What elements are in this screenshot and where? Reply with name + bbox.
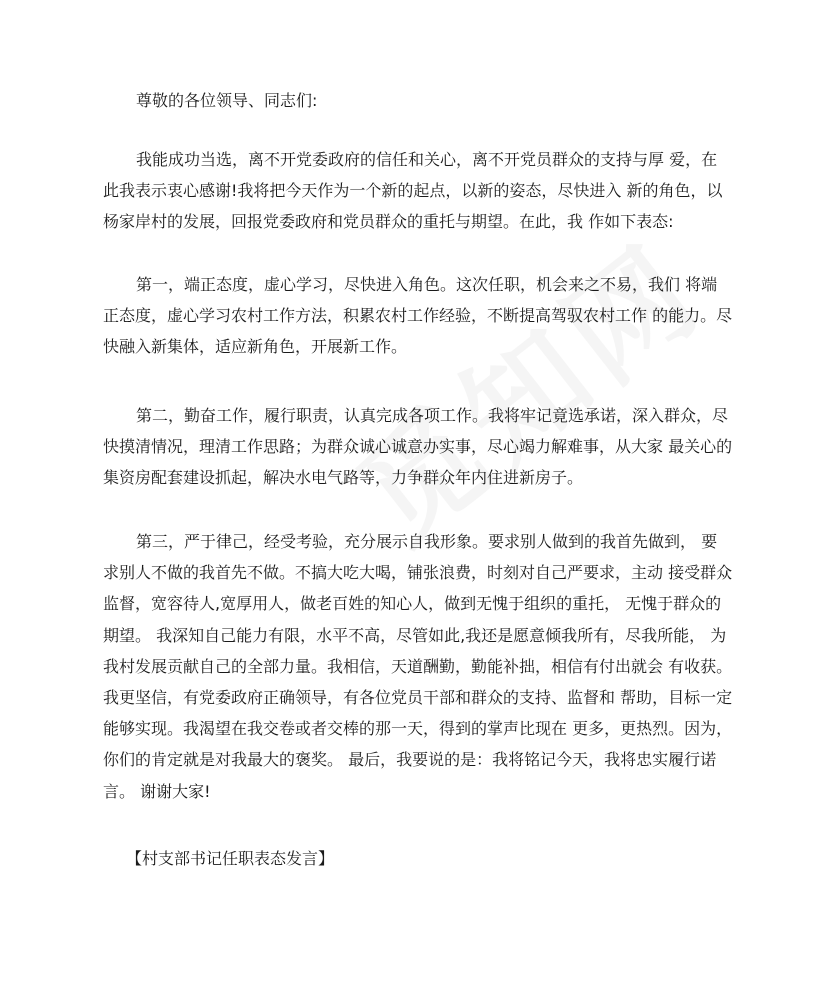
document-title-block [126,843,756,874]
paragraph-block-4 [103,526,733,807]
paragraph-block-1 [103,144,733,238]
watermark [318,198,731,574]
document-title: 【村支部书记任职表态发言】 [126,849,335,868]
salutation-block [103,85,733,116]
paragraph-2: 第一，端正态度，虚心学习，尽快进入角色。这次任职，机会来之不易，我们 将端正态度，虚心学习农村工作方法，积累农村工作经验，不断提高驾驭农村工作 的能力。尽快融入新集体，适应新角色，开展新工作。 [103,275,733,357]
paragraph-block-2 [103,269,733,363]
paragraph-4: 第三，严于律己，经受考验，充分展示自我形象。要求别人做到的我首先做到， 要求别人不做的我首先不做。不搞大吃大喝，铺张浪费，时刻对自己严要求，主动 接受群众监督，宽容待人,宽厚用人，做老百姓的知心人，做到无愧于组织的重托， 无愧于群众的期望。 我深知自己能力有限，水平不高，尽管如此,我还是愿意倾我所有，尽我所能， 为我村发展贡献自己的全部力量。我相信，天道酬勤，勤能补拙，相信有付出就会 有收获。我更坚信，有党委政府正确领导，有各位党员干部和群众的支持、监督和 帮助，目标一定能够实现。我渴望在我交卷或者交棒的那一天，得到的掌声比现在 更多，更热烈。因为，你们的肯定就是对我最大的褒奖。 最后，我要说的是：我将铭记今天，我将忠实履行诺言。 谢谢大家! [103,532,733,801]
paragraph-1: 我能成功当选，离不开党委政府的信任和关心，离不开党员群众的支持与厚 爱，在此我表示衷心感谢!我将把今天作为一个新的起点，以新的姿态，尽快进入 新的角色，以杨家岸村的发展，回报党委政府和党员群众的重托与期望。在此，我 作如下表态: [103,150,723,232]
paragraph-3: 第二，勤奋工作，履行职责，认真完成各项工作。我将牢记竟选承诺，深入群众，尽快摸清情况，理清工作思路；为群众诚心诚意办实事，尽心竭力解难事，从大家 最关心的集资房配套建设抓起，解决水电气路等，力争群众年内住进新房子。 [103,406,733,488]
paragraph-block-3 [103,400,733,494]
salutation: 尊敬的各位领导、同志们: [136,91,318,110]
